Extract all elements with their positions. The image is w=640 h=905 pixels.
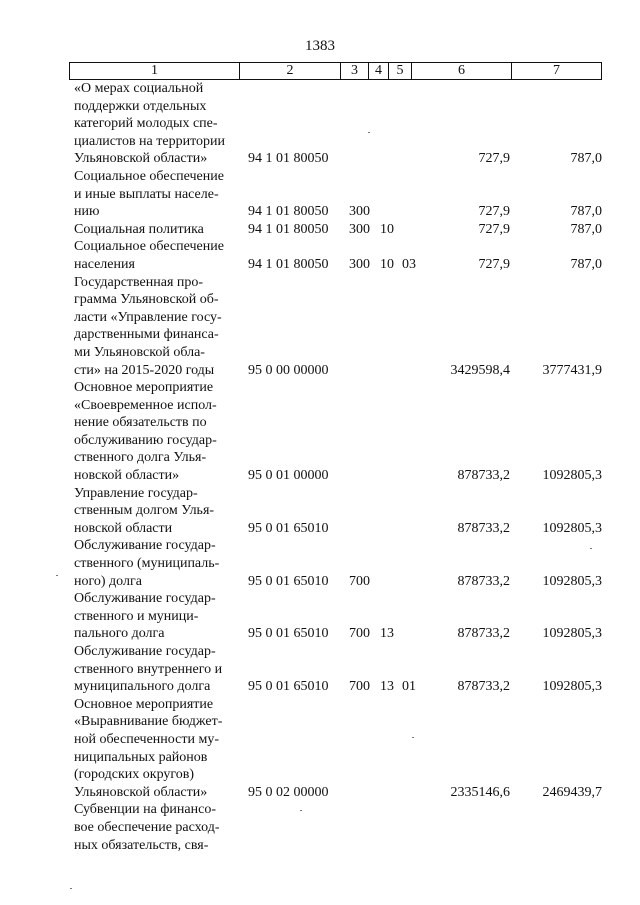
scan-speck <box>590 548 592 549</box>
row-description: Основное мероприятие «Выравнивание бюджет- ной обеспеченности му- ниципальных районов (городских округов) Ульяновской области» <box>74 696 223 800</box>
row-col-5: 01 <box>402 679 416 695</box>
row-code: 95 0 01 65010 <box>248 520 329 536</box>
row-description: Социальное обеспечение населения <box>74 239 224 272</box>
row-value-7: 2469439,7 <box>542 784 602 800</box>
table-row <box>0 590 640 643</box>
table-row <box>0 168 640 221</box>
row-value-7: 787,0 <box>570 256 602 272</box>
header-col-2: 2 <box>240 63 341 79</box>
row-description: Основное мероприятие «Своевременное испол- нение обязательств по обслуживанию государ- ственного долга Улья- новской области» <box>74 380 217 484</box>
table-row <box>0 696 640 802</box>
row-code: 95 0 01 65010 <box>248 573 329 589</box>
row-code: 95 0 02 00000 <box>248 784 329 800</box>
row-col-3: 700 <box>349 626 370 642</box>
row-col-3: 700 <box>349 679 370 695</box>
row-col-5: 03 <box>402 256 416 272</box>
row-description: Государственная про- грамма Ульяновской об- ласти «Управление госу- дарственными финанса- ми Ульяновской обла- сти» на 2015-2020 годы <box>74 274 222 378</box>
table-row <box>0 221 640 239</box>
row-description: Субвенции на финансо- вое обеспечение расход- ных обязательств, свя- <box>74 802 220 853</box>
row-value-7: 1092805,3 <box>542 520 602 536</box>
row-code: 94 1 01 80050 <box>248 204 329 220</box>
row-description: «О мерах социальной поддержки отдельных категорий молодых спе- циалистов на территории Ульяновской области» <box>74 81 226 167</box>
row-code: 94 1 01 80050 <box>248 221 329 237</box>
row-value-6: 2335146,6 <box>450 784 510 800</box>
row-value-7: 3777431,9 <box>542 362 602 378</box>
scan-speck <box>70 888 72 889</box>
row-value-7: 787,0 <box>570 151 602 167</box>
row-col-3: 700 <box>349 573 370 589</box>
row-description: Обслуживание государ- ственного и муници- пального долга <box>74 591 216 642</box>
row-code: 95 0 00 00000 <box>248 362 329 378</box>
row-value-6: 727,9 <box>478 221 510 237</box>
row-value-7: 1092805,3 <box>542 626 602 642</box>
scan-speck <box>368 132 370 133</box>
row-value-7: 787,0 <box>570 221 602 237</box>
row-description: Управление государ- ственным долгом Улья- новской области <box>74 485 215 536</box>
row-description: Социальное обеспечение и иные выплаты населе- нию <box>74 168 224 220</box>
header-col-7: 7 <box>553 63 560 78</box>
table-row <box>0 80 640 168</box>
row-description: Социальная политика <box>74 221 204 237</box>
row-value-6: 727,9 <box>478 204 510 220</box>
row-col-4: 10 <box>380 256 394 272</box>
table-row <box>0 801 640 854</box>
table-row <box>0 537 640 590</box>
row-col-4: 13 <box>380 679 394 695</box>
row-value-6: 727,9 <box>478 151 510 167</box>
row-value-6: 727,9 <box>478 256 510 272</box>
scan-speck <box>412 737 414 738</box>
header-col-5: 5 <box>389 63 412 79</box>
table-row <box>0 274 640 380</box>
row-value-6: 878733,2 <box>457 468 510 484</box>
page-number: 1383 <box>305 38 335 54</box>
header-col-1: 1 <box>70 63 240 79</box>
row-description: Обслуживание государ- ственного внутреннего и муниципального долга <box>74 644 223 695</box>
row-value-6: 878733,2 <box>457 520 510 536</box>
table-body <box>0 80 640 854</box>
row-code: 95 0 01 65010 <box>248 626 329 642</box>
row-col-4: 10 <box>380 221 394 237</box>
scan-speck <box>300 810 302 811</box>
row-value-6: 3429598,4 <box>450 362 510 378</box>
row-code: 94 1 01 80050 <box>248 151 329 167</box>
row-code: 94 1 01 80050 <box>248 256 329 272</box>
row-col-3: 300 <box>349 256 370 272</box>
row-value-7: 787,0 <box>570 204 602 220</box>
table-row <box>0 643 640 696</box>
row-value-6: 878733,2 <box>457 626 510 642</box>
row-col-3: 300 <box>349 221 370 237</box>
table-row <box>0 485 640 538</box>
row-value-6: 878733,2 <box>457 679 510 695</box>
scan-speck <box>56 575 58 576</box>
row-code: 95 0 01 65010 <box>248 679 329 695</box>
row-value-7: 1092805,3 <box>542 573 602 589</box>
row-description: Обслуживание государ- ственного (муниципаль- ного) долга <box>74 538 220 589</box>
table-row <box>0 379 640 485</box>
row-value-7: 1092805,3 <box>542 468 602 484</box>
row-value-6: 878733,2 <box>457 573 510 589</box>
row-value-7: 1092805,3 <box>542 679 602 695</box>
row-col-4: 13 <box>380 626 394 642</box>
row-col-3: 300 <box>349 204 370 220</box>
header-col-6: 6 <box>412 63 512 79</box>
header-col-4: 4 <box>369 63 389 79</box>
table-header <box>69 62 602 80</box>
header-col-3: 3 <box>341 63 369 79</box>
table-row <box>0 238 640 273</box>
row-code: 95 0 01 00000 <box>248 468 329 484</box>
